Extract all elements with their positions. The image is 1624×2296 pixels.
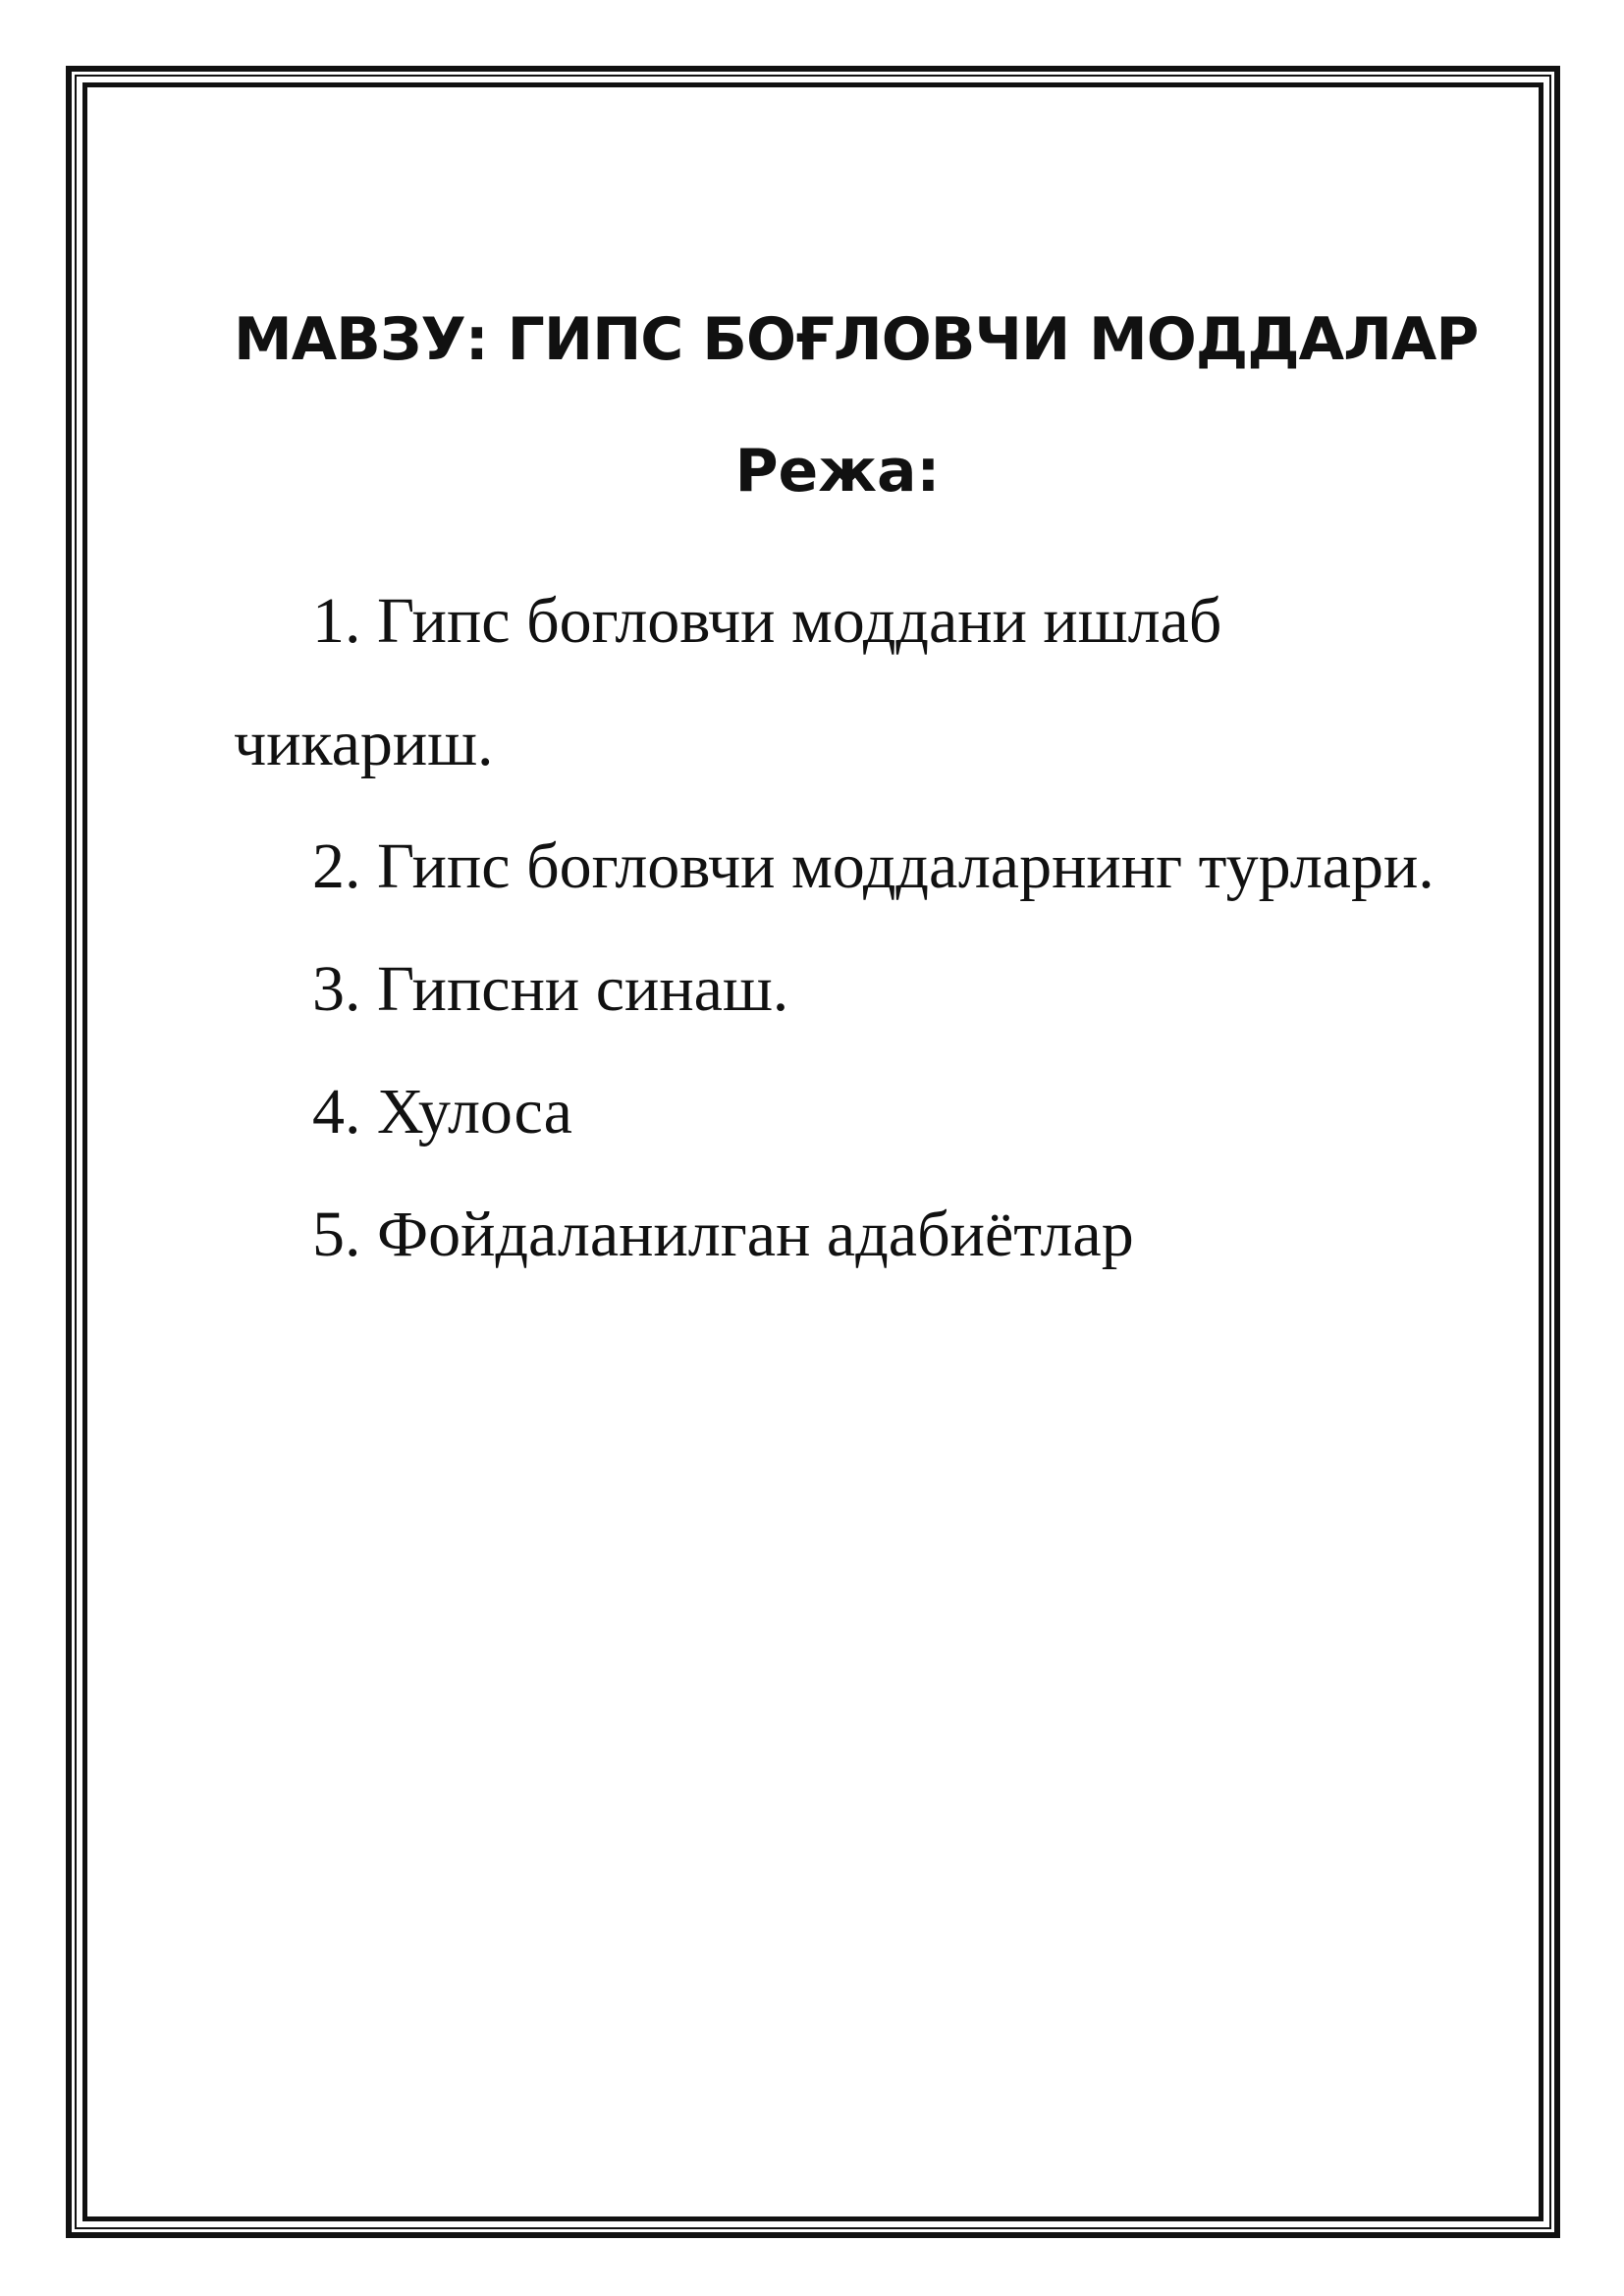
plan-item-number: 3. [312,953,361,1025]
plan-item [234,1050,1441,1173]
plan-item-number: 2. [312,830,361,902]
plan-heading: Режа: [734,437,941,506]
plan-item-text: Хулоса [377,1076,572,1148]
plan-item-text: Гипсни синаш. [377,953,789,1025]
plan-item-text: Фойдаланилган адабиётлар [377,1199,1134,1270]
plan-item-number: 5. [312,1199,361,1270]
plan-item [234,560,1441,805]
plan-item-text: Гипс богловчи моддаларнинг турлари. [377,830,1435,902]
plan-item [234,1173,1441,1296]
plan-item-text: Гипс богловчи моддани ишлаб чикариш. [234,585,1222,779]
plan-item [234,805,1441,928]
plan-item [234,928,1441,1050]
plan-list [234,560,1441,1296]
plan-item-number: 1. [312,585,361,657]
plan-item-number: 4. [312,1076,361,1148]
document-title: МАВЗУ: ГИПС БОҒЛОВЧИ МОДДАЛАР [234,305,1479,374]
